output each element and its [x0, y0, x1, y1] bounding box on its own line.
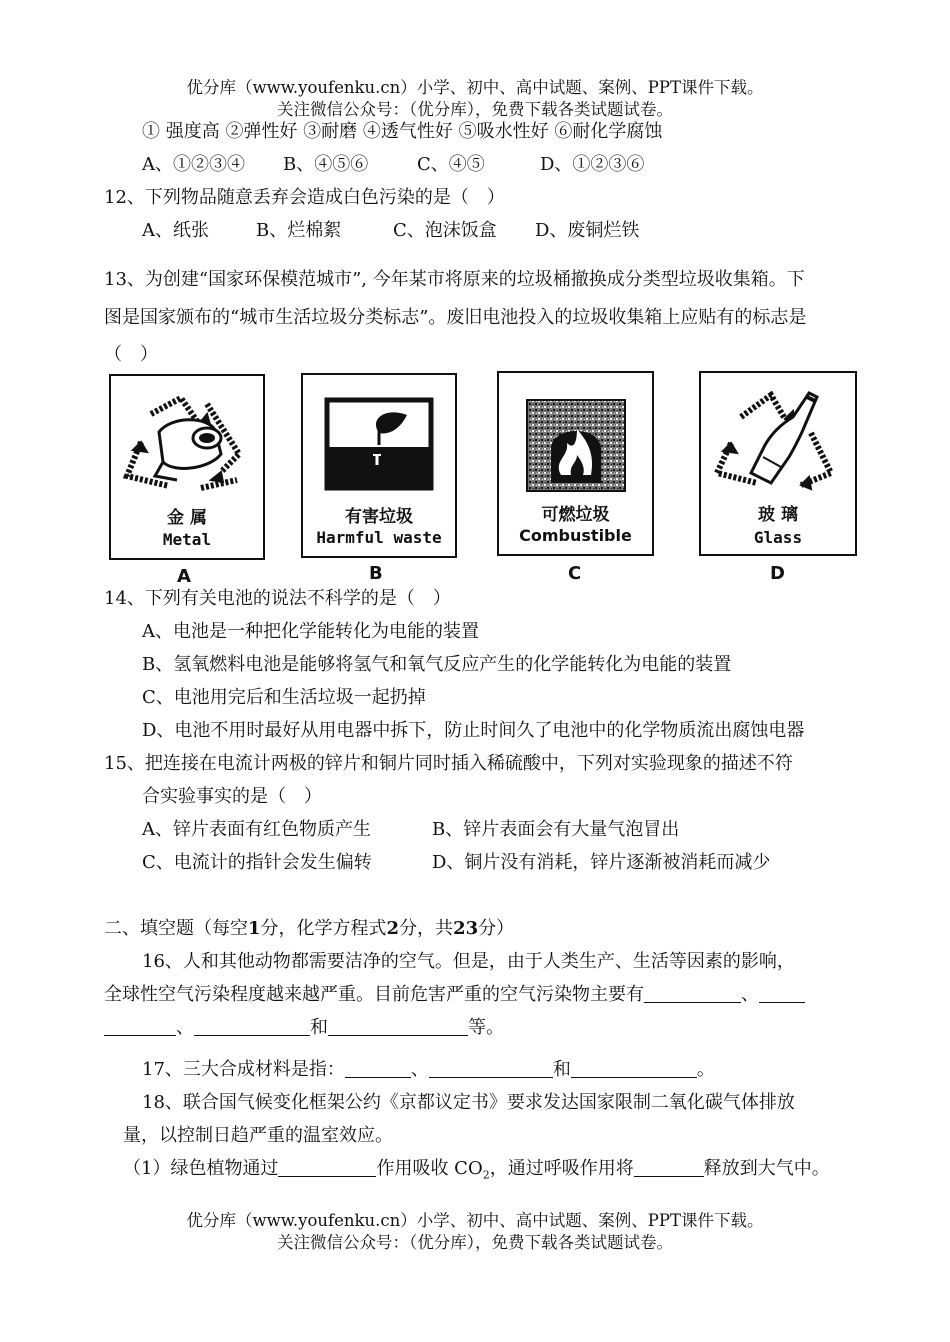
section-2-num-3: 23: [453, 918, 479, 939]
q18-sub1-text-b: 作用吸收 CO: [376, 1158, 483, 1179]
section-2-title: [104, 917, 514, 941]
footer-line-1: 优分库（www.youfenku.cn）小学、初中、高中试题、案例、PPT课件下载。: [186, 1211, 764, 1230]
sign-harmful: [301, 373, 457, 558]
q14-option-d: D、电池不用时最好从用电器中拆下，防止时间久了电池中的化学物质流出腐蚀电器: [142, 720, 805, 741]
sign-harmful-en: Harmful waste: [316, 528, 442, 547]
q14-option-b: B、氢氧燃料电池是能够将氢气和氧气反应产生的化学能转化为电能的装置: [142, 654, 732, 675]
sign-letter-b: B: [369, 563, 383, 584]
q17-blank-2[interactable]: [429, 1059, 553, 1078]
sign-glass-en: Glass: [753, 528, 803, 547]
q16-end: 等。: [468, 1017, 504, 1038]
q18-line-2: 量，以控制日趋严重的温室效应。: [123, 1125, 393, 1146]
q12-option-c: C、泡沫饭盒: [393, 220, 497, 241]
q11-option-a: A、①②③④: [142, 154, 245, 175]
section-2-num-2: 2: [386, 918, 400, 939]
q18-sub1-text-a: （1）绿色植物通过: [123, 1158, 279, 1179]
section-2-text-1: 二、填空题（每空: [104, 918, 248, 939]
sign-combustible: [497, 371, 654, 556]
section-2-text-4: 分）: [478, 918, 515, 939]
q16-and: 和: [310, 1017, 328, 1038]
q16-blank-1[interactable]: [644, 984, 741, 1003]
q17-blank-3[interactable]: [571, 1059, 697, 1078]
q16-blank-2b[interactable]: [104, 1017, 176, 1036]
q17-line: [142, 1058, 715, 1082]
q17-text: 17、三大合成材料是指：: [142, 1059, 345, 1080]
q18-sub1-text-c: ，通过呼吸作用将: [489, 1158, 634, 1179]
q15-option-a: A、锌片表面有红色物质产生: [142, 819, 371, 840]
header-line-1: 优分库（www.youfenku.cn）小学、初中、高中试题、案例、PPT课件下载。: [186, 78, 764, 97]
section-2-text-3: 分，共: [399, 918, 454, 939]
q12-option-d: D、废铜烂铁: [535, 220, 640, 241]
recycle-bottle-icon: [701, 373, 855, 554]
q16-blank-3[interactable]: [194, 1017, 310, 1036]
sign-glass: [699, 371, 857, 556]
q17-end: 。: [696, 1059, 715, 1080]
q12-stem: 12、下列物品随意丢弃会造成白色污染的是（ ）: [104, 187, 505, 208]
q16-sep-1: 、: [741, 984, 759, 1005]
q12-option-b: B、烂棉絮: [256, 220, 342, 241]
section-2-num-1: 1: [248, 918, 261, 939]
section-2-text-2: 分，化学方程式: [260, 918, 387, 939]
q16-line-2-text: 全球性空气污染程度越来越严重。目前危害严重的空气污染物主要有: [104, 984, 644, 1005]
sign-letter-d: D: [770, 563, 785, 584]
sign-metal-cn: 金 属: [167, 508, 207, 528]
q15-option-c: C、电流计的指针会发生偏转: [142, 852, 372, 873]
q16-line-1: 16、人和其他动物都需要洁净的空气。但是，由于人类生产、生活等因素的影响，: [142, 951, 795, 972]
sign-combustible-en: Combustible: [519, 526, 632, 545]
sign-harmful-cn: 有害垃圾: [345, 507, 413, 527]
q13-line-2: 图是国家颁布的“城市生活垃圾分类标志”。废旧电池投入的垃圾收集箱上应贴有的标志是: [104, 307, 807, 328]
q12-option-a: A、纸张: [142, 220, 209, 241]
q15-line-1: 15、把连接在电流计两极的锌片和铜片同时插入稀硫酸中，下列对实验现象的描述不符: [104, 753, 793, 774]
q14-option-a: A、电池是一种把化学能转化为电能的装置: [142, 621, 479, 642]
q17-sep: 、: [410, 1059, 429, 1080]
q11-option-b: B、④⑤⑥: [283, 154, 369, 175]
q18-co2-subscript: 2: [482, 1168, 490, 1182]
q14-option-c: C、电池用完后和生活垃圾一起扔掉: [142, 687, 426, 708]
q16-sep-2: 、: [176, 1017, 194, 1038]
q16-blank-2a[interactable]: [759, 984, 805, 1003]
sign-combustible-cn: 可燃垃圾: [541, 505, 610, 525]
sign-metal: [109, 374, 265, 560]
q11-option-d: D、①②③⑥: [540, 154, 645, 175]
q18-blank-2[interactable]: [634, 1158, 704, 1177]
q17-and: 和: [552, 1059, 571, 1080]
q16-blank-4[interactable]: [328, 1017, 468, 1036]
q18-line-1: 18、联合国气候变化框架公约《京都议定书》要求发达国家限制二氧化碳气体排放: [142, 1092, 795, 1113]
sign-metal-en: Metal: [162, 530, 212, 549]
q13-line-1: 13、为创建“国家环保模范城市”, 今年某市将原来的垃圾桶撤换成分类型垃圾收集箱。下: [104, 269, 805, 290]
q18-sub1-text-d: 释放到大气中。: [703, 1158, 830, 1179]
q17-blank-1[interactable]: [345, 1059, 411, 1078]
q15-option-d: D、铜片没有消耗，锌片逐渐被消耗而减少: [432, 852, 771, 873]
q16-line-3: [104, 1016, 504, 1040]
sign-glass-cn: 玻 璃: [758, 505, 798, 525]
q15-option-b: B、锌片表面会有大量气泡冒出: [432, 819, 680, 840]
sign-letter-a: A: [177, 566, 191, 587]
q15-line-2: 合实验事实的是（ ）: [142, 786, 322, 807]
sign-letter-c: C: [568, 563, 582, 584]
q16-line-2: [104, 983, 805, 1007]
footer-line-2: 关注微信公众号：（优分库），免费下载各类试题试卷。: [277, 1233, 673, 1252]
q18-blank-1[interactable]: [278, 1158, 376, 1177]
q14-stem: 14、下列有关电池的说法不科学的是（ ）: [104, 588, 451, 609]
header-line-2: 关注微信公众号：（优分库），免费下载各类试题试卷。: [277, 100, 673, 119]
q18-sub-1: [123, 1157, 830, 1188]
q11-properties: ① 强度高 ②弹性好 ③耐磨 ④透气性好 ⑤吸水性好 ⑥耐化学腐蚀: [142, 121, 663, 142]
q11-option-c: C、④⑤: [417, 154, 485, 175]
q13-line-3: （ ）: [104, 344, 158, 365]
